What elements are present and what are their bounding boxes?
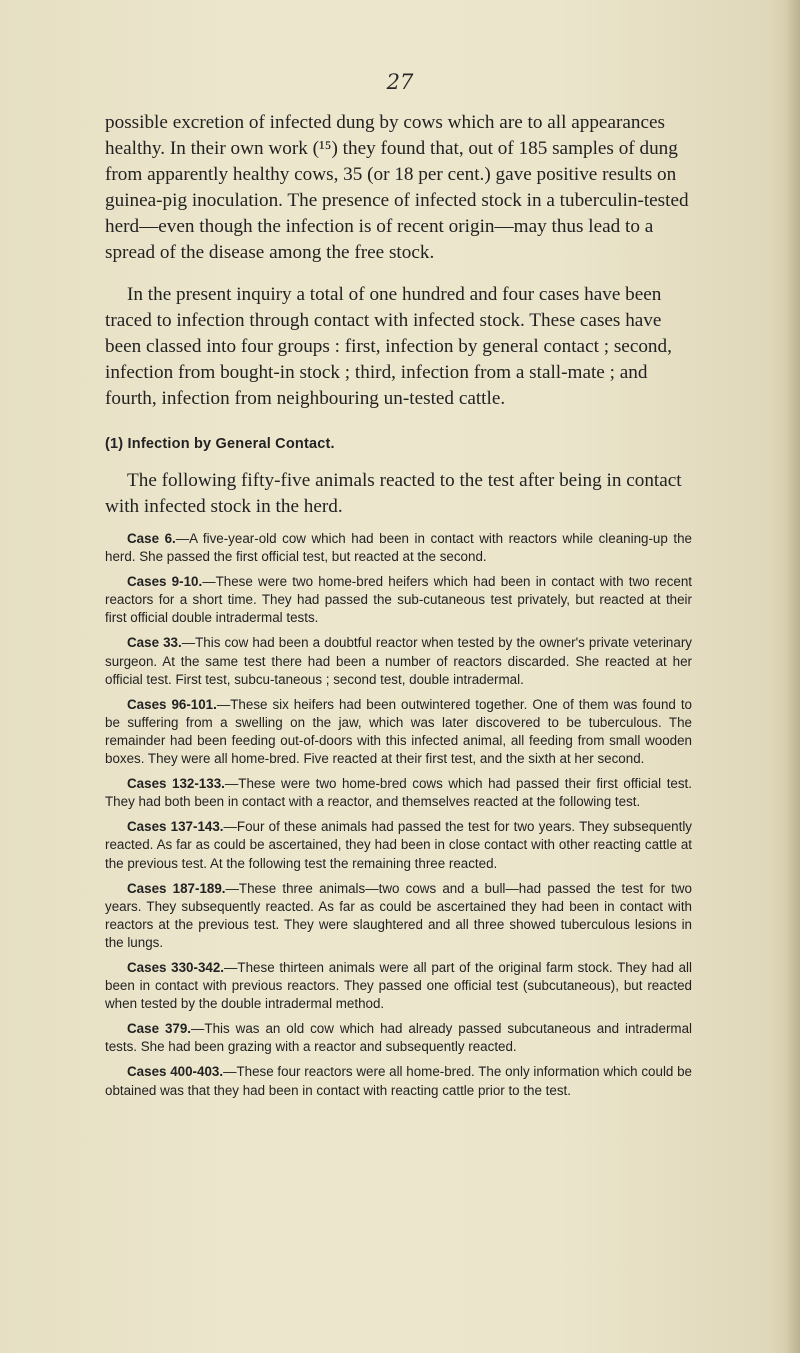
case-entry [105,696,692,768]
case-label: Cases 330-342. [127,959,225,975]
case-text: —This cow had been a doubtful reactor when tested by the owner's private veterinary surgeon. At the same test there had been a number of reactors discarded. She reacted at her official test. First test, subcu-taneous ; second test, double intradermal. [105,635,692,687]
page-number: 27 [386,70,414,94]
section-intro: The following fifty-five animals reacted to the test after being in contact with infected stock in the herd. [105,470,682,517]
paragraph: In the present inquiry a total of one hundred and four cases have been traced to infection through contact with infected stock. These cases have been classed into four groups : first, infection by general contact ; second, infection from bought-in stock ; third, infection from a stall-mate ; and fourth, infection from neighbouring un-tested cattle. [105,284,672,409]
case-label: Case 6. [127,531,176,546]
case-entry [105,573,692,627]
case-text: —A five-year-old cow which had been in contact with reactors while cleaning-up the herd. She passed the first official test, but reacted at the second. [105,531,692,565]
page-content [105,110,692,1107]
lead-paragraphs [105,110,692,412]
case-text: —These were two home-bred heifers which had been in contact with two recent reactors for a short time. They had passed the sub-cutaneous test privately, but reacted at their first official double intradermal tests. [105,574,693,626]
case-label: Cases 187-189. [127,880,226,896]
case-entry [105,818,692,872]
case-text: —Four of these animals had passed the test for two years. They subsequently reacted. As far as could be ascertained, they had been in close contact with other reacting cattle at the previous test. At the following test the remaining three reacted. [105,819,692,871]
case-label: Cases 400-403. [127,1064,224,1080]
case-entry [105,880,692,952]
case-text: —These four reactors were all home-bred. The only information which could be obtained was that they had been in contact with reacting cattle prior to the test. [105,1064,693,1098]
case-text: —This was an old cow which had already passed subcutaneous and intradermal tests. She had been grazing with a reactor and subsequently reacted. [105,1021,692,1055]
case-entry [105,959,692,1013]
case-entry [105,775,692,811]
case-label: Case 379. [127,1021,192,1037]
page-edge-shadow [786,0,800,1353]
case-entry [105,1020,692,1056]
paragraph: possible excretion of infected dung by cows which are to all appearances healthy. In their own work (¹⁵) they found that, out of 185 samples of dung from apparently healthy cows, 35 (or 18 per cent.) gave positive results on guinea-pig inoculation. The presence of infected stock in a tuberculin-tested herd—even though the infection is of recent origin—may thus lead to a spread of the disease among the free stock. [105,112,689,263]
case-text: —These thirteen animals were all part of the original farm stock. They had all been in contact with previous reactors. They passed one official test (subcutaneous), but reacted when tested by the double intradermal method. [105,959,693,1012]
case-entry [105,1063,692,1099]
case-text: —These were two home-bred cows which had passed their first official test. They had both been in contact with a reactor, and themselves reacted at the following test. [105,776,692,810]
case-text: —These six heifers had been outwintered together. One of them was found to be suffering from a swelling on the jaw, which was later discovered to be tuberculous. The remainder had been feeding out-of-doors with this infected animal, all feeding from small wooden boxes. They were all home-bred. Five reacted at their first test, and the sixth at her second. [105,696,692,767]
case-label: Cases 9-10. [127,574,203,590]
case-label: Cases 132-133. [127,776,225,792]
case-label: Case 33. [127,635,182,651]
case-label: Cases 137-143. [127,819,224,835]
case-entry [105,530,692,566]
case-label: Cases 96-101. [127,696,217,712]
section-heading: (1) Infection by General Contact. [105,436,335,452]
case-text: —These three animals—two cows and a bull—had passed the test for two years. They subsequently reacted. As far as could be ascertained they had been in contact with reactors at the previous test. They were slaughtered and all three showed tuberculous lesions in the lungs. [105,880,692,950]
case-entry [105,634,692,688]
case-list [105,530,692,1100]
